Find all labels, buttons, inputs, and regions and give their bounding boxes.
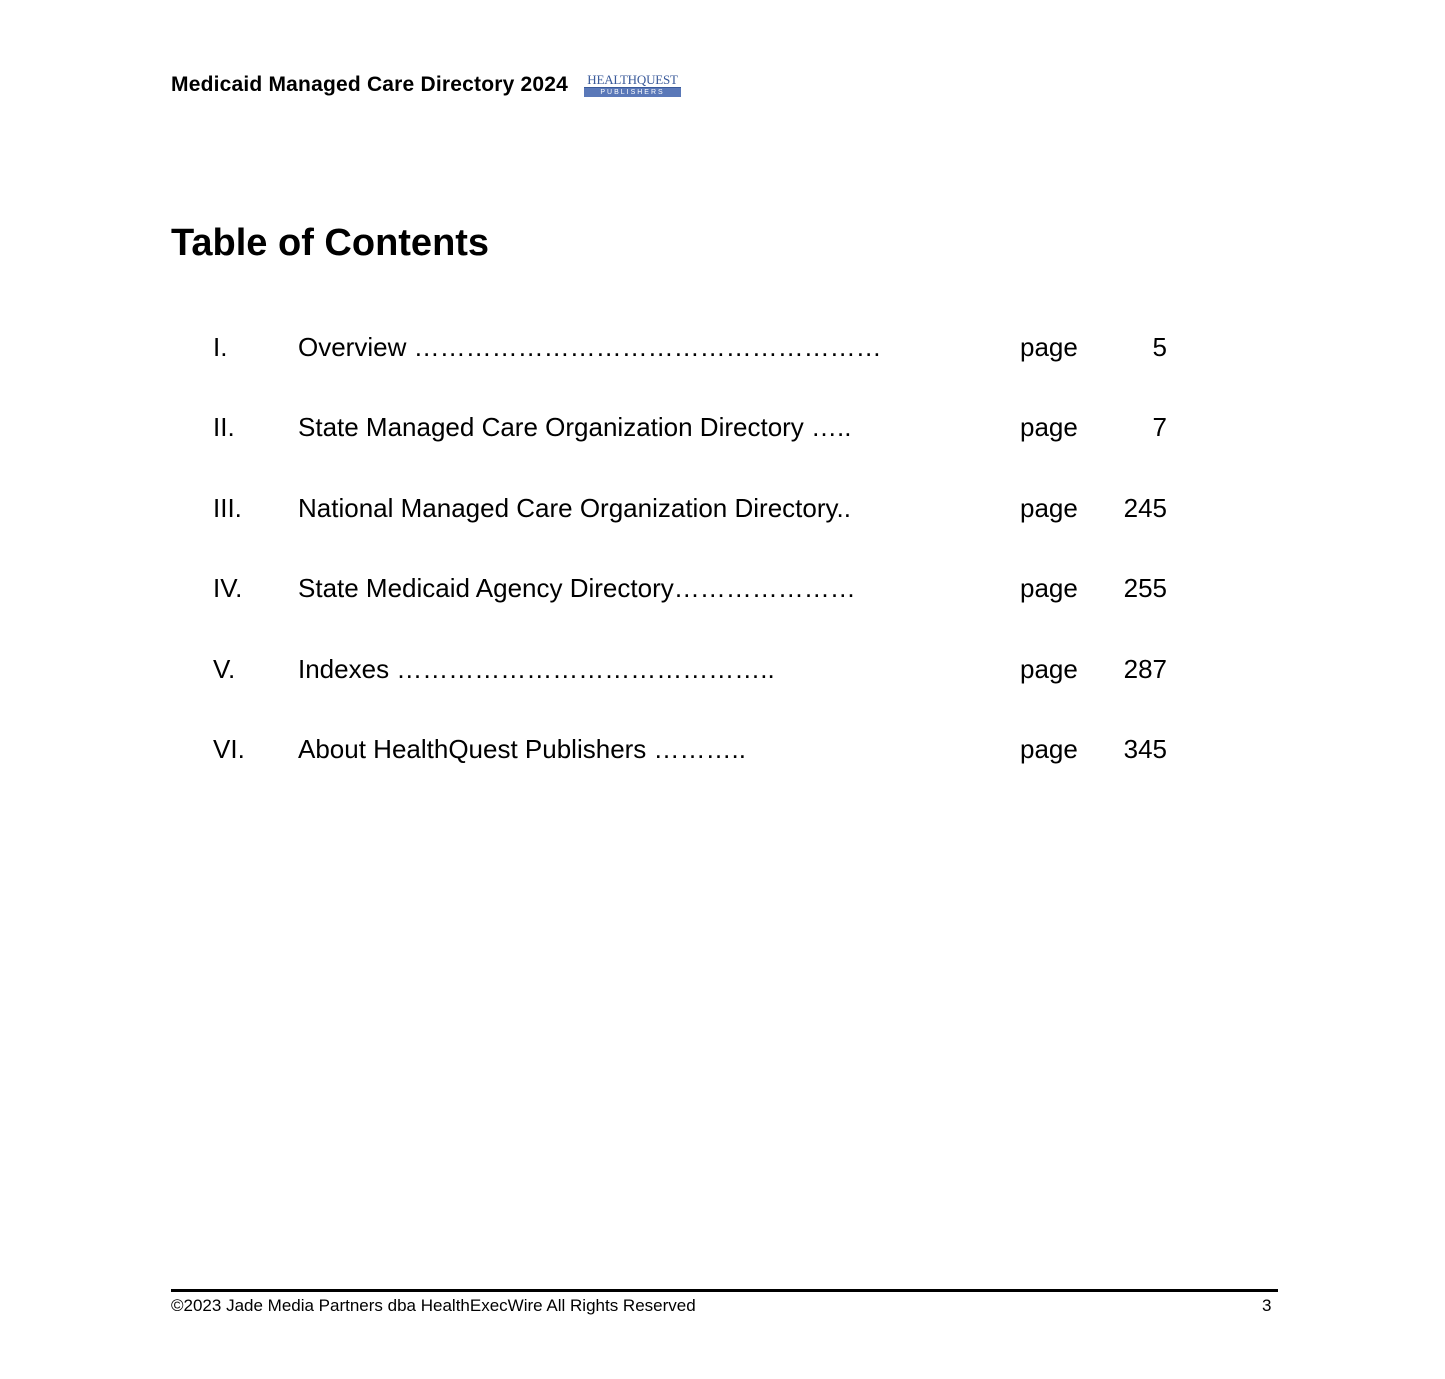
healthquest-logo: [584, 72, 681, 98]
logo-subtitle: PUBLISHERS: [584, 88, 681, 97]
toc-entry-number: III.: [213, 492, 242, 523]
toc-entry-national-mco-directory[interactable]: [213, 489, 1173, 569]
toc-entry-page-label: page: [1020, 332, 1078, 362]
footer-page-number: 3: [1262, 1296, 1272, 1315]
footer-copyright: ©2023 Jade Media Partners dba HealthExecWire All Rights Reserved: [171, 1296, 696, 1315]
logo-wordmark: HEALTHQUEST: [584, 72, 681, 88]
toc-entry-page-label: page: [1020, 492, 1078, 523]
toc-entry-number: IV.: [213, 573, 243, 604]
toc-entry-title: Overview ………………………………………………: [298, 332, 882, 362]
toc-entry-number: VI.: [213, 733, 245, 764]
toc-entry-title: About HealthQuest Publishers ………..: [298, 733, 746, 764]
toc-entry-page-number: 5: [1152, 332, 1167, 362]
footer-divider: [171, 1289, 1278, 1292]
toc-entry-number: II.: [213, 412, 235, 443]
toc-entry-title: Indexes ……………………………………..: [298, 653, 775, 684]
toc-entry-page-number: 287: [1123, 653, 1167, 684]
toc-entry-page-label: page: [1020, 412, 1078, 443]
toc-list: [213, 328, 1173, 810]
toc-entry-title: State Medicaid Agency Directory…………………: [298, 573, 856, 604]
toc-entry-page-label: page: [1020, 573, 1078, 604]
toc-entry-page-label: page: [1020, 733, 1078, 764]
page-header: [171, 72, 681, 98]
toc-entry-state-medicaid-agency-directory[interactable]: [213, 569, 1173, 649]
toc-entry-page-number: 245: [1123, 492, 1167, 523]
toc-entry-state-mco-directory[interactable]: [213, 408, 1173, 488]
toc-entry-page-number: 7: [1152, 412, 1167, 443]
page-title: Table of Contents: [171, 222, 490, 264]
header-title: Medicaid Managed Care Directory 2024: [171, 73, 569, 96]
toc-entry-indexes[interactable]: [213, 650, 1173, 730]
toc-entry-overview[interactable]: [213, 328, 1173, 408]
toc-entry-title: State Managed Care Organization Directory …..: [298, 412, 852, 443]
toc-entry-page-label: page: [1020, 653, 1078, 684]
toc-entry-page-number: 345: [1123, 733, 1167, 764]
toc-entry-title: National Managed Care Organization Directory..: [298, 492, 852, 523]
toc-entry-number: I.: [213, 332, 228, 362]
toc-entry-about-healthquest[interactable]: [213, 730, 1173, 810]
toc-entry-page-number: 255: [1123, 573, 1167, 604]
toc-entry-number: V.: [213, 653, 236, 684]
